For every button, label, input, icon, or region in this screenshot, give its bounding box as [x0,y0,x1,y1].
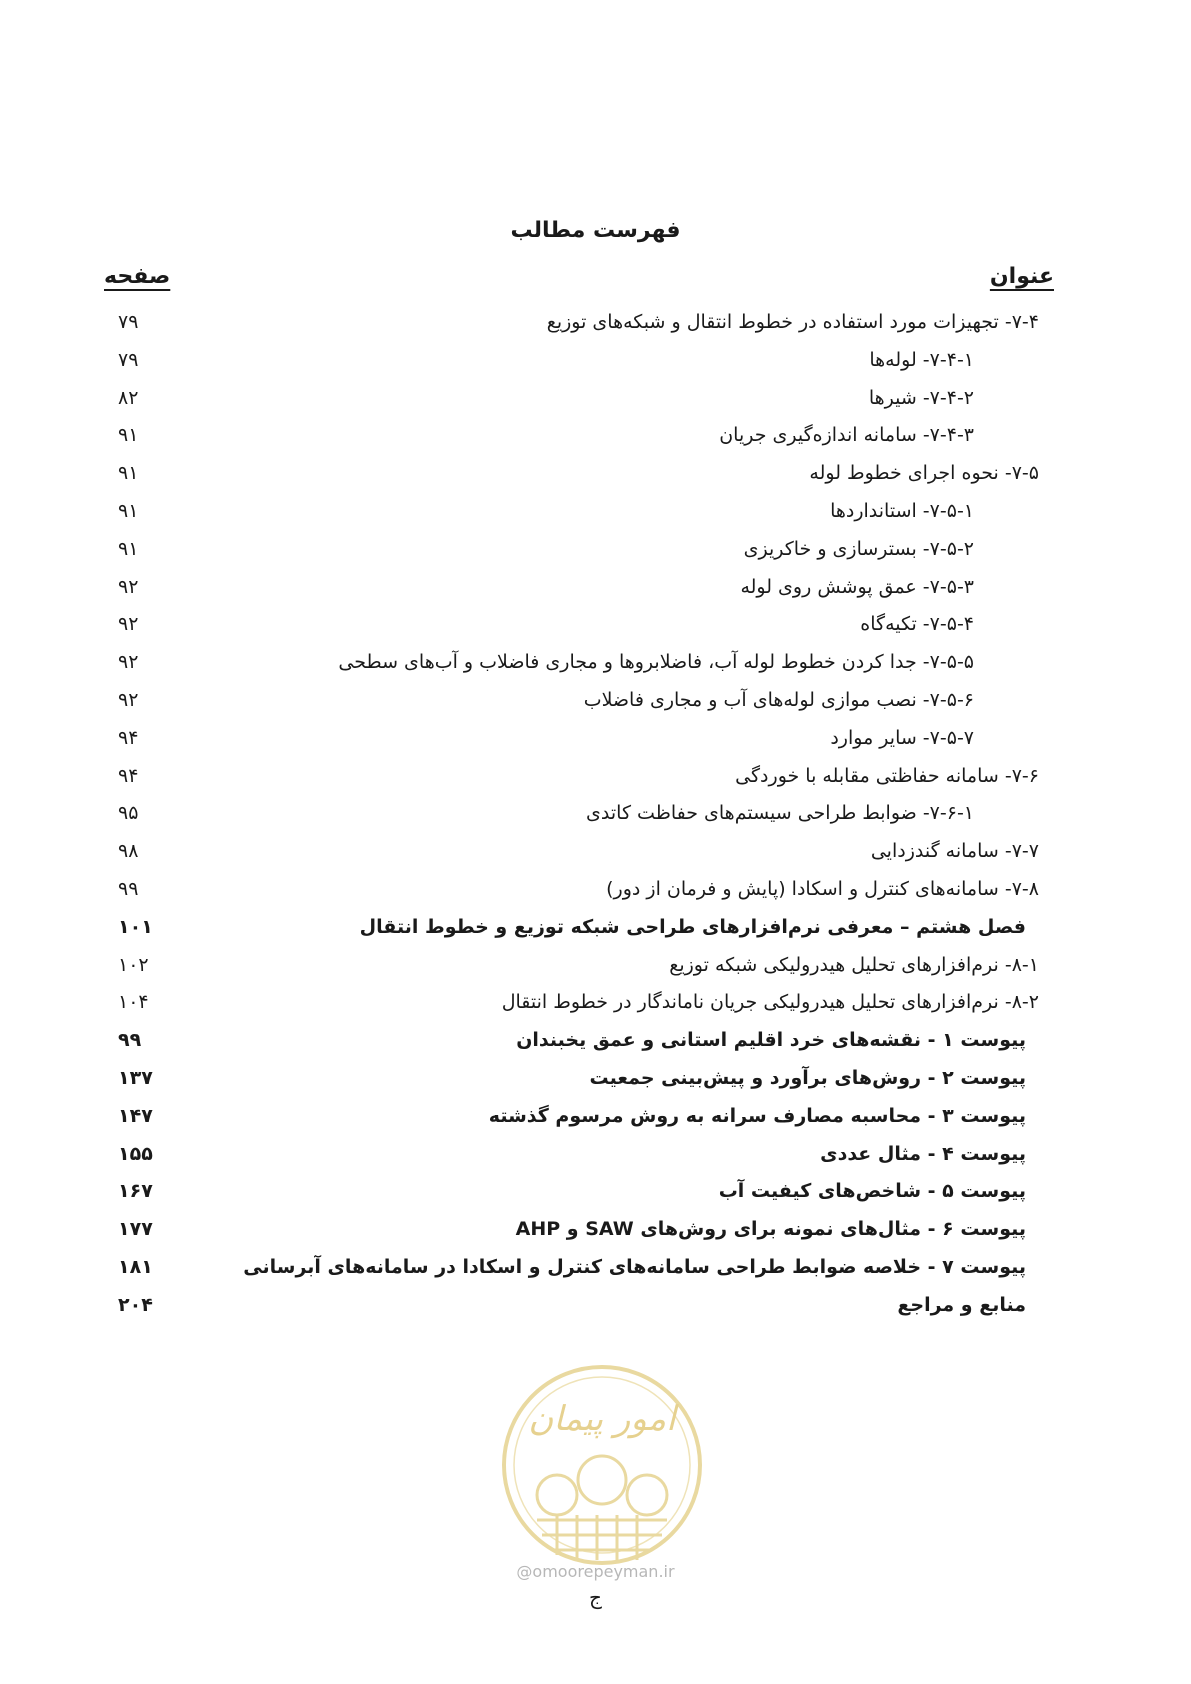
column-header-page: صفحه [104,264,171,289]
toc-entry[interactable] [104,832,1054,870]
toc-entry-page: ۷۹ [118,348,139,371]
toc-entry[interactable] [104,794,1054,832]
toc-entry-page: ۱۳۷ [118,1067,153,1089]
toc-entry-title: ۷-۶- سامانه حفاظتی مقابله با خوردگی [735,764,1039,787]
toc-entry[interactable] [104,757,1054,795]
toc-entry-title: فصل هشتم – معرفی نرم‌افزارهای طراحی شبکه توزیع و خطوط انتقال [359,915,1026,938]
toc-entry-page: ۹۹ [118,878,139,900]
toc-entry-page: ۹۱ [118,537,139,560]
toc-entry-page: ۹۴ [118,726,139,749]
toc-entry-title: منابع و مراجع [897,1293,1026,1316]
toc-entry[interactable] [104,719,1054,757]
toc-entry-title: ۷-۷- سامانه گندزدایی [870,840,1039,863]
toc-entry[interactable] [104,1248,1054,1286]
toc-entry[interactable] [104,1210,1054,1248]
watermark-site: @omoorepeyman.ir [516,1562,675,1581]
toc-entry-page: ۱۵۵ [118,1142,153,1165]
toc-entry-title: پیوست ۷ - خلاصه ضوابط طراحی سامانه‌های کنترل و اسکادا در سامانه‌های آبرسانی [243,1256,1026,1278]
toc-entry-title: پیوست ۴ - مثال عددی [820,1142,1026,1165]
toc-entry[interactable] [104,1059,1054,1097]
toc-entry-page: ۷۹ [118,311,139,333]
toc-entry-page: ۱۰۴ [118,991,149,1014]
toc-entry-title: ۷-۸- سامانه‌های کنترل و اسکادا (پایش و فرمان از دور) [606,878,1039,900]
toc-entry[interactable] [104,1286,1054,1324]
toc-entry-page: ۱۰۱ [118,915,153,938]
toc-entry[interactable] [104,946,1054,984]
toc-entry-page: ۱۰۲ [118,953,149,976]
toc-entry[interactable] [104,908,1054,946]
toc-entry[interactable] [104,454,1054,492]
toc-entry-page: ۱۷۷ [118,1218,153,1241]
toc-entry-page: ۹۱ [118,462,139,485]
toc-entry[interactable] [104,870,1054,908]
watermark-seal-icon [497,1360,707,1570]
toc-entry[interactable] [104,681,1054,719]
toc-entry-title: ۷-۵- نحوه اجرای خطوط لوله [809,462,1039,485]
toc-entry-page: ۱۴۷ [118,1104,153,1127]
toc-entry-title: ۷-۶-۱- ضوابط طراحی سیستم‌های حفاظت کاتدی [586,802,974,825]
toc-entry[interactable] [104,983,1054,1021]
toc-entry[interactable] [104,379,1054,417]
toc-entry-title: ۷-۵-۱- استانداردها [830,500,974,522]
toc-entry-page: ۹۸ [118,840,139,863]
toc-entry[interactable] [104,303,1054,341]
toc-entry[interactable] [104,492,1054,530]
toc-entry[interactable] [104,1135,1054,1173]
toc-entry-title: ۷-۵-۶- نصب موازی لوله‌های آب و مجاری فاضلاب [583,689,974,711]
toc-entry[interactable] [104,568,1054,606]
toc-entry-page: ۹۴ [118,764,139,787]
toc-entry-page: ۹۲ [118,613,139,636]
toc-entry-title: ۸-۱- نرم‌افزارهای تحلیل هیدرولیکی شبکه توزیع [669,953,1039,976]
toc-entry[interactable] [104,341,1054,379]
column-header-title: عنوان [989,264,1054,289]
toc-entry-title: پیوست ۱ - نقشه‌های خرد اقلیم استانی و عمق یخبندان [516,1029,1026,1052]
toc-entry-page: ۹۲ [118,651,139,674]
toc-entry-title: ۷-۴- تجهیزات مورد استفاده در خطوط انتقال و شبکه‌های توزیع [546,311,1039,333]
toc-entry-page: ۹۱ [118,500,139,522]
toc-entry-page: ۱۸۱ [118,1256,153,1278]
toc-entry[interactable] [104,416,1054,454]
table-of-contents [104,303,1054,1323]
toc-entry-title: ۷-۴-۱- لوله‌ها [869,348,974,371]
toc-entry-title: ۷-۵-۳- عمق پوشش روی لوله [740,575,974,598]
page-number: ج [589,1585,602,1609]
toc-entry-title: ۷-۴-۲- شیرها [868,386,974,409]
toc-title: فهرست مطالب [510,218,681,243]
toc-entry-title: ۸-۲- نرم‌افزارهای تحلیل هیدرولیکی جریان ناماندگار در خطوط انتقال [501,991,1039,1014]
toc-entry-title: ۷-۵-۲- بسترسازی و خاکریزی [743,537,974,560]
watermark-script: امور پیمان [528,1399,676,1439]
toc-entry[interactable] [104,1097,1054,1135]
toc-entry-page: ۹۲ [118,689,139,711]
toc-entry-title: پیوست ۳ - محاسبه مصارف سرانه به روش مرسوم گذشته [488,1104,1026,1127]
toc-entry-page: ۱۶۷ [118,1180,153,1203]
toc-entry[interactable] [104,643,1054,681]
toc-entry-page: ۹۱ [118,424,139,447]
toc-entry[interactable] [104,530,1054,568]
toc-entry[interactable] [104,1172,1054,1210]
toc-entry-title: ۷-۵-۷- سایر موارد [830,726,974,749]
toc-entry-page: ۹۲ [118,575,139,598]
toc-entry-page: ۲۰۴ [118,1293,153,1316]
toc-entry[interactable] [104,605,1054,643]
toc-entry-title: ۷-۵-۵- جدا کردن خطوط لوله آب، فاضلابروها و مجاری فاضلاب و آب‌های سطحی [338,651,974,674]
toc-entry-title: پیوست ۲ - روش‌های برآورد و پیش‌بینی جمعیت [589,1067,1026,1089]
toc-entry-title: ۷-۵-۴- تکیه‌گاه [860,613,974,636]
toc-entry-page: ۹۹ [118,1029,142,1052]
toc-entry-title: ۷-۴-۳- سامانه اندازه‌گیری جریان [719,424,974,447]
toc-entry-title: پیوست ۶ - مثال‌های نمونه برای روش‌های SAW و AHP [515,1218,1026,1241]
toc-entry-page: ۸۲ [118,386,139,409]
toc-entry-page: ۹۵ [118,802,139,825]
toc-entry-title: پیوست ۵ - شاخص‌های کیفیت آب [718,1180,1026,1203]
toc-entry[interactable] [104,1021,1054,1059]
